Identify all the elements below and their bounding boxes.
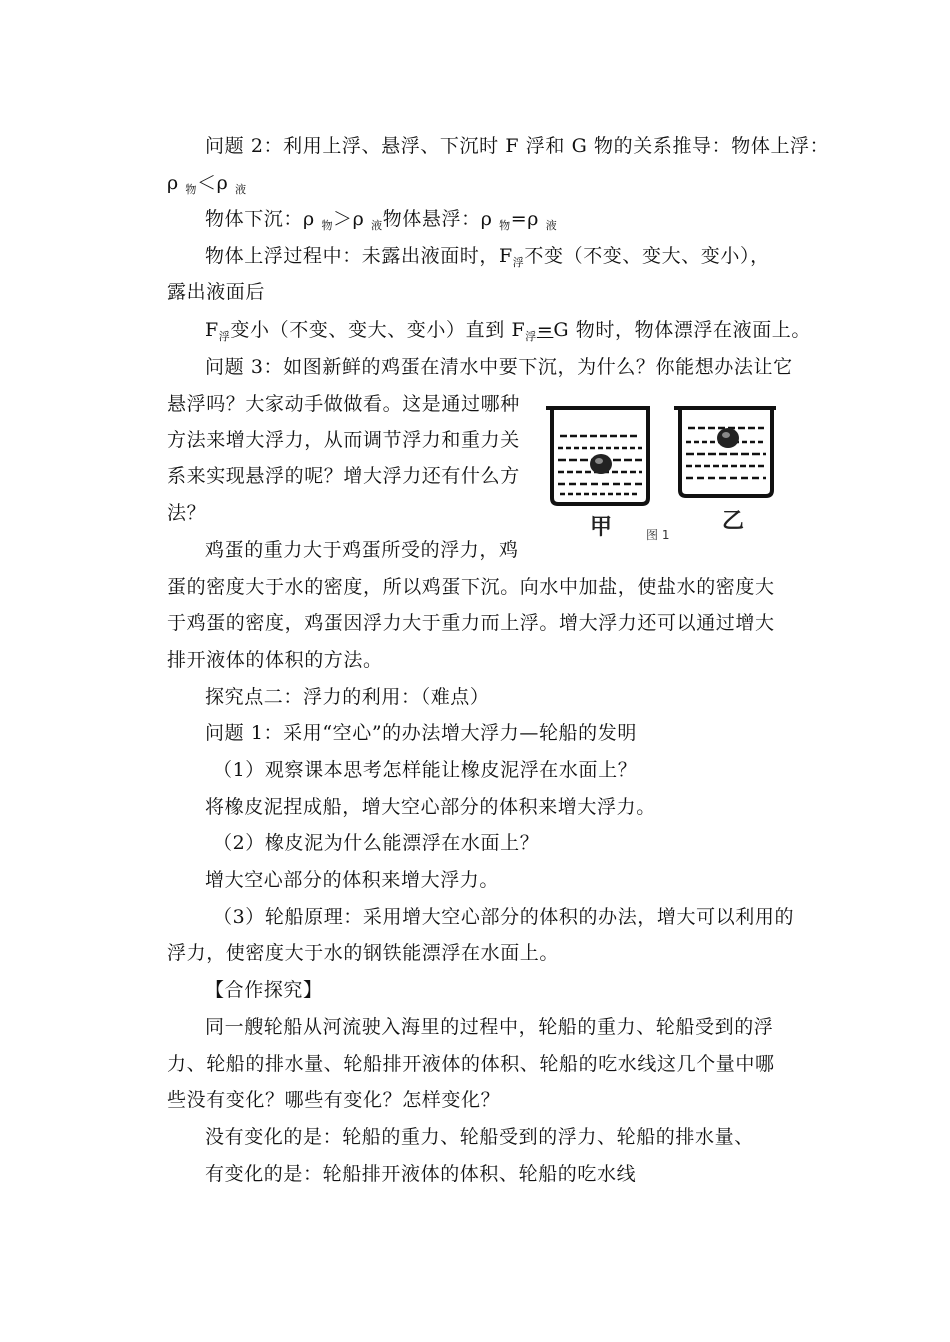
coop-changed: 有变化的是：轮船排开液体的体积、轮船的吃水线	[205, 1163, 637, 1185]
q2-line1: 问题 2：利用上浮、悬浮、下沉时 F 浮和 G 物的关系推导：物体上浮：	[205, 135, 830, 157]
coop-unchanged: 没有变化的是：轮船的重力、轮船受到的浮力、轮船的排水量、	[205, 1126, 754, 1148]
q3-answer-3: 于鸡蛋的密度，鸡蛋因浮力大于重力而上浮。增大浮力还可以通过增大	[167, 612, 775, 634]
beaker-right	[674, 408, 776, 496]
coop-para-2: 力、轮船的排水量、轮船排开液体的体积、轮船的吃水线这几个量中哪	[167, 1053, 775, 1075]
q2-rise-condition: ρ $_物$＜ρ $_液$	[167, 172, 247, 196]
point2-question1: 问题 1：采用“空心”的办法增大浮力—轮船的发明	[205, 722, 637, 744]
q3-line2: 悬浮吗？大家动手做做看。这是通过哪种	[167, 393, 520, 415]
coop-para-1: 同一艘轮船从河流驶入海里的过程中，轮船的重力、轮船受到的浮	[205, 1016, 774, 1038]
q3-line3: 方法来增大浮力，从而调节浮力和重力关	[167, 429, 520, 451]
point2-step2: （2）橡皮泥为什么能漂浮在水面上？	[213, 832, 540, 854]
point2-step3-cont: 浮力，使密度大于水的钢铁能漂浮在水面上。	[167, 942, 560, 964]
q3-line5: 法？	[167, 502, 207, 524]
point2-heading: 探究点二：浮力的利用：（难点）	[205, 686, 490, 708]
egg-left	[590, 454, 612, 474]
q2-rising-float: $F_浮$变小（不变、变大、变小）直到 $F_浮=G$ 物时，物体漂浮在液面上。	[205, 319, 811, 343]
egg-beaker-figure	[538, 398, 786, 550]
q3-line4: 系来实现悬浮的呢？增大浮力还有什么方	[167, 465, 520, 487]
egg-right	[717, 428, 739, 448]
coop-heading: 【合作探究】	[205, 979, 323, 1001]
point2-step1: （1）观察课本思考怎样能让橡皮泥浮在水面上？	[213, 759, 638, 781]
q3-answer-4: 排开液体的体积的方法。	[167, 649, 383, 671]
q2-sink-suspend: 物体下沉：ρ $_物$＞ρ $_液$物体悬浮：ρ $_物$=ρ $_液$	[205, 208, 558, 232]
q3-line1: 问题 3：如图新鲜的鸡蛋在清水中要下沉，为什么？你能想办法让它	[205, 356, 793, 378]
point2-answer2: 增大空心部分的体积来增大浮力。	[205, 869, 500, 891]
beaker-left	[546, 408, 650, 504]
label-left: 甲	[590, 515, 613, 540]
q3-answer-2: 蛋的密度大于水的密度，所以鸡蛋下沉。向水中加盐，使盐水的密度大	[167, 576, 775, 598]
label-right: 乙	[722, 509, 745, 534]
point2-step3: （3）轮船原理：采用增大空心部分的体积的办法，增大可以利用的	[213, 906, 795, 928]
coop-para-3: 些没有变化？哪些有变化？怎样变化？	[167, 1089, 501, 1111]
q2-rising-exposed: 露出液面后	[167, 281, 266, 303]
figure-caption: 图 1	[646, 528, 670, 542]
point2-answer1: 将橡皮泥捏成船，增大空心部分的体积来增大浮力。	[205, 796, 656, 818]
q2-rising-process: 物体上浮过程中：未露出液面时，$F_浮$不变（不变、变大、变小），	[205, 245, 770, 269]
q3-answer-1: 鸡蛋的重力大于鸡蛋所受的浮力，鸡	[205, 539, 519, 561]
